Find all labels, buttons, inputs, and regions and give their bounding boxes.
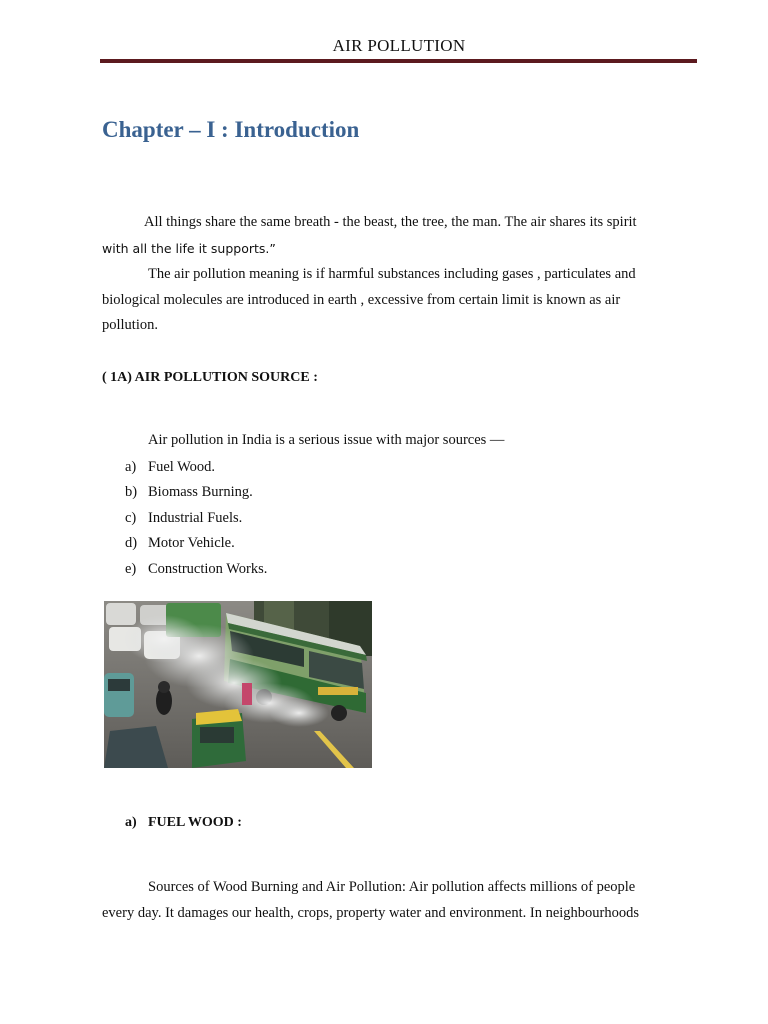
section-heading-air-pollution-source: ( 1A) AIR POLLUTION SOURCE : xyxy=(102,370,318,385)
meaning-line-3: pollution. xyxy=(102,317,158,333)
list-marker: b) xyxy=(125,484,138,501)
sources-intro-line: Air pollution in India is a serious issue with major sources — xyxy=(148,432,505,448)
quote-line-2: with all the life it supports.” xyxy=(102,240,276,256)
traffic-pollution-photo xyxy=(104,601,372,768)
fuel-wood-line-2: every day. It damages our health, crops, property water and environment. In neighbourhoods xyxy=(102,904,640,921)
fuel-wood-line-1: Sources of Wood Burning and Air Pollution: Air pollution affects millions of people xyxy=(148,879,636,895)
list-item xyxy=(125,484,267,509)
fuel-wood-paragraph xyxy=(102,875,712,926)
list-item-label: Construction Works. xyxy=(148,560,268,577)
intro-quote-paragraph xyxy=(102,210,702,262)
list-item xyxy=(125,535,267,560)
list-marker: a) xyxy=(125,459,137,475)
list-marker: d) xyxy=(125,535,138,552)
page-header-title: AIR POLLUTION xyxy=(332,36,466,55)
list-item-label: Fuel Wood. xyxy=(148,459,216,475)
quote-line-1: All things share the same breath - the beast, the tree, the man. The air shares its spirit xyxy=(144,214,637,230)
meaning-line-1: The air pollution meaning is if harmful substances including gases , particulates and xyxy=(148,266,636,282)
meaning-line-2: biological molecules are introduced in earth , excessive from certain limit is known as air xyxy=(102,291,621,308)
list-marker: c) xyxy=(125,509,137,526)
list-item-label: Industrial Fuels. xyxy=(148,509,243,526)
list-marker: e) xyxy=(125,560,137,577)
list-item xyxy=(125,561,267,586)
fuel-wood-heading-text: FUEL WOOD : xyxy=(148,815,242,830)
chapter-title: Chapter – I : Introduction xyxy=(102,117,360,142)
list-item-label: Motor Vehicle. xyxy=(148,535,235,552)
air-pollution-meaning-paragraph xyxy=(102,262,702,339)
fuel-wood-marker: a) xyxy=(125,815,137,830)
sources-list xyxy=(125,459,267,586)
fuel-wood-heading xyxy=(125,815,242,831)
list-item-label: Biomass Burning. xyxy=(148,484,253,501)
list-item xyxy=(125,459,267,484)
list-item xyxy=(125,510,267,535)
header-divider xyxy=(100,59,697,63)
